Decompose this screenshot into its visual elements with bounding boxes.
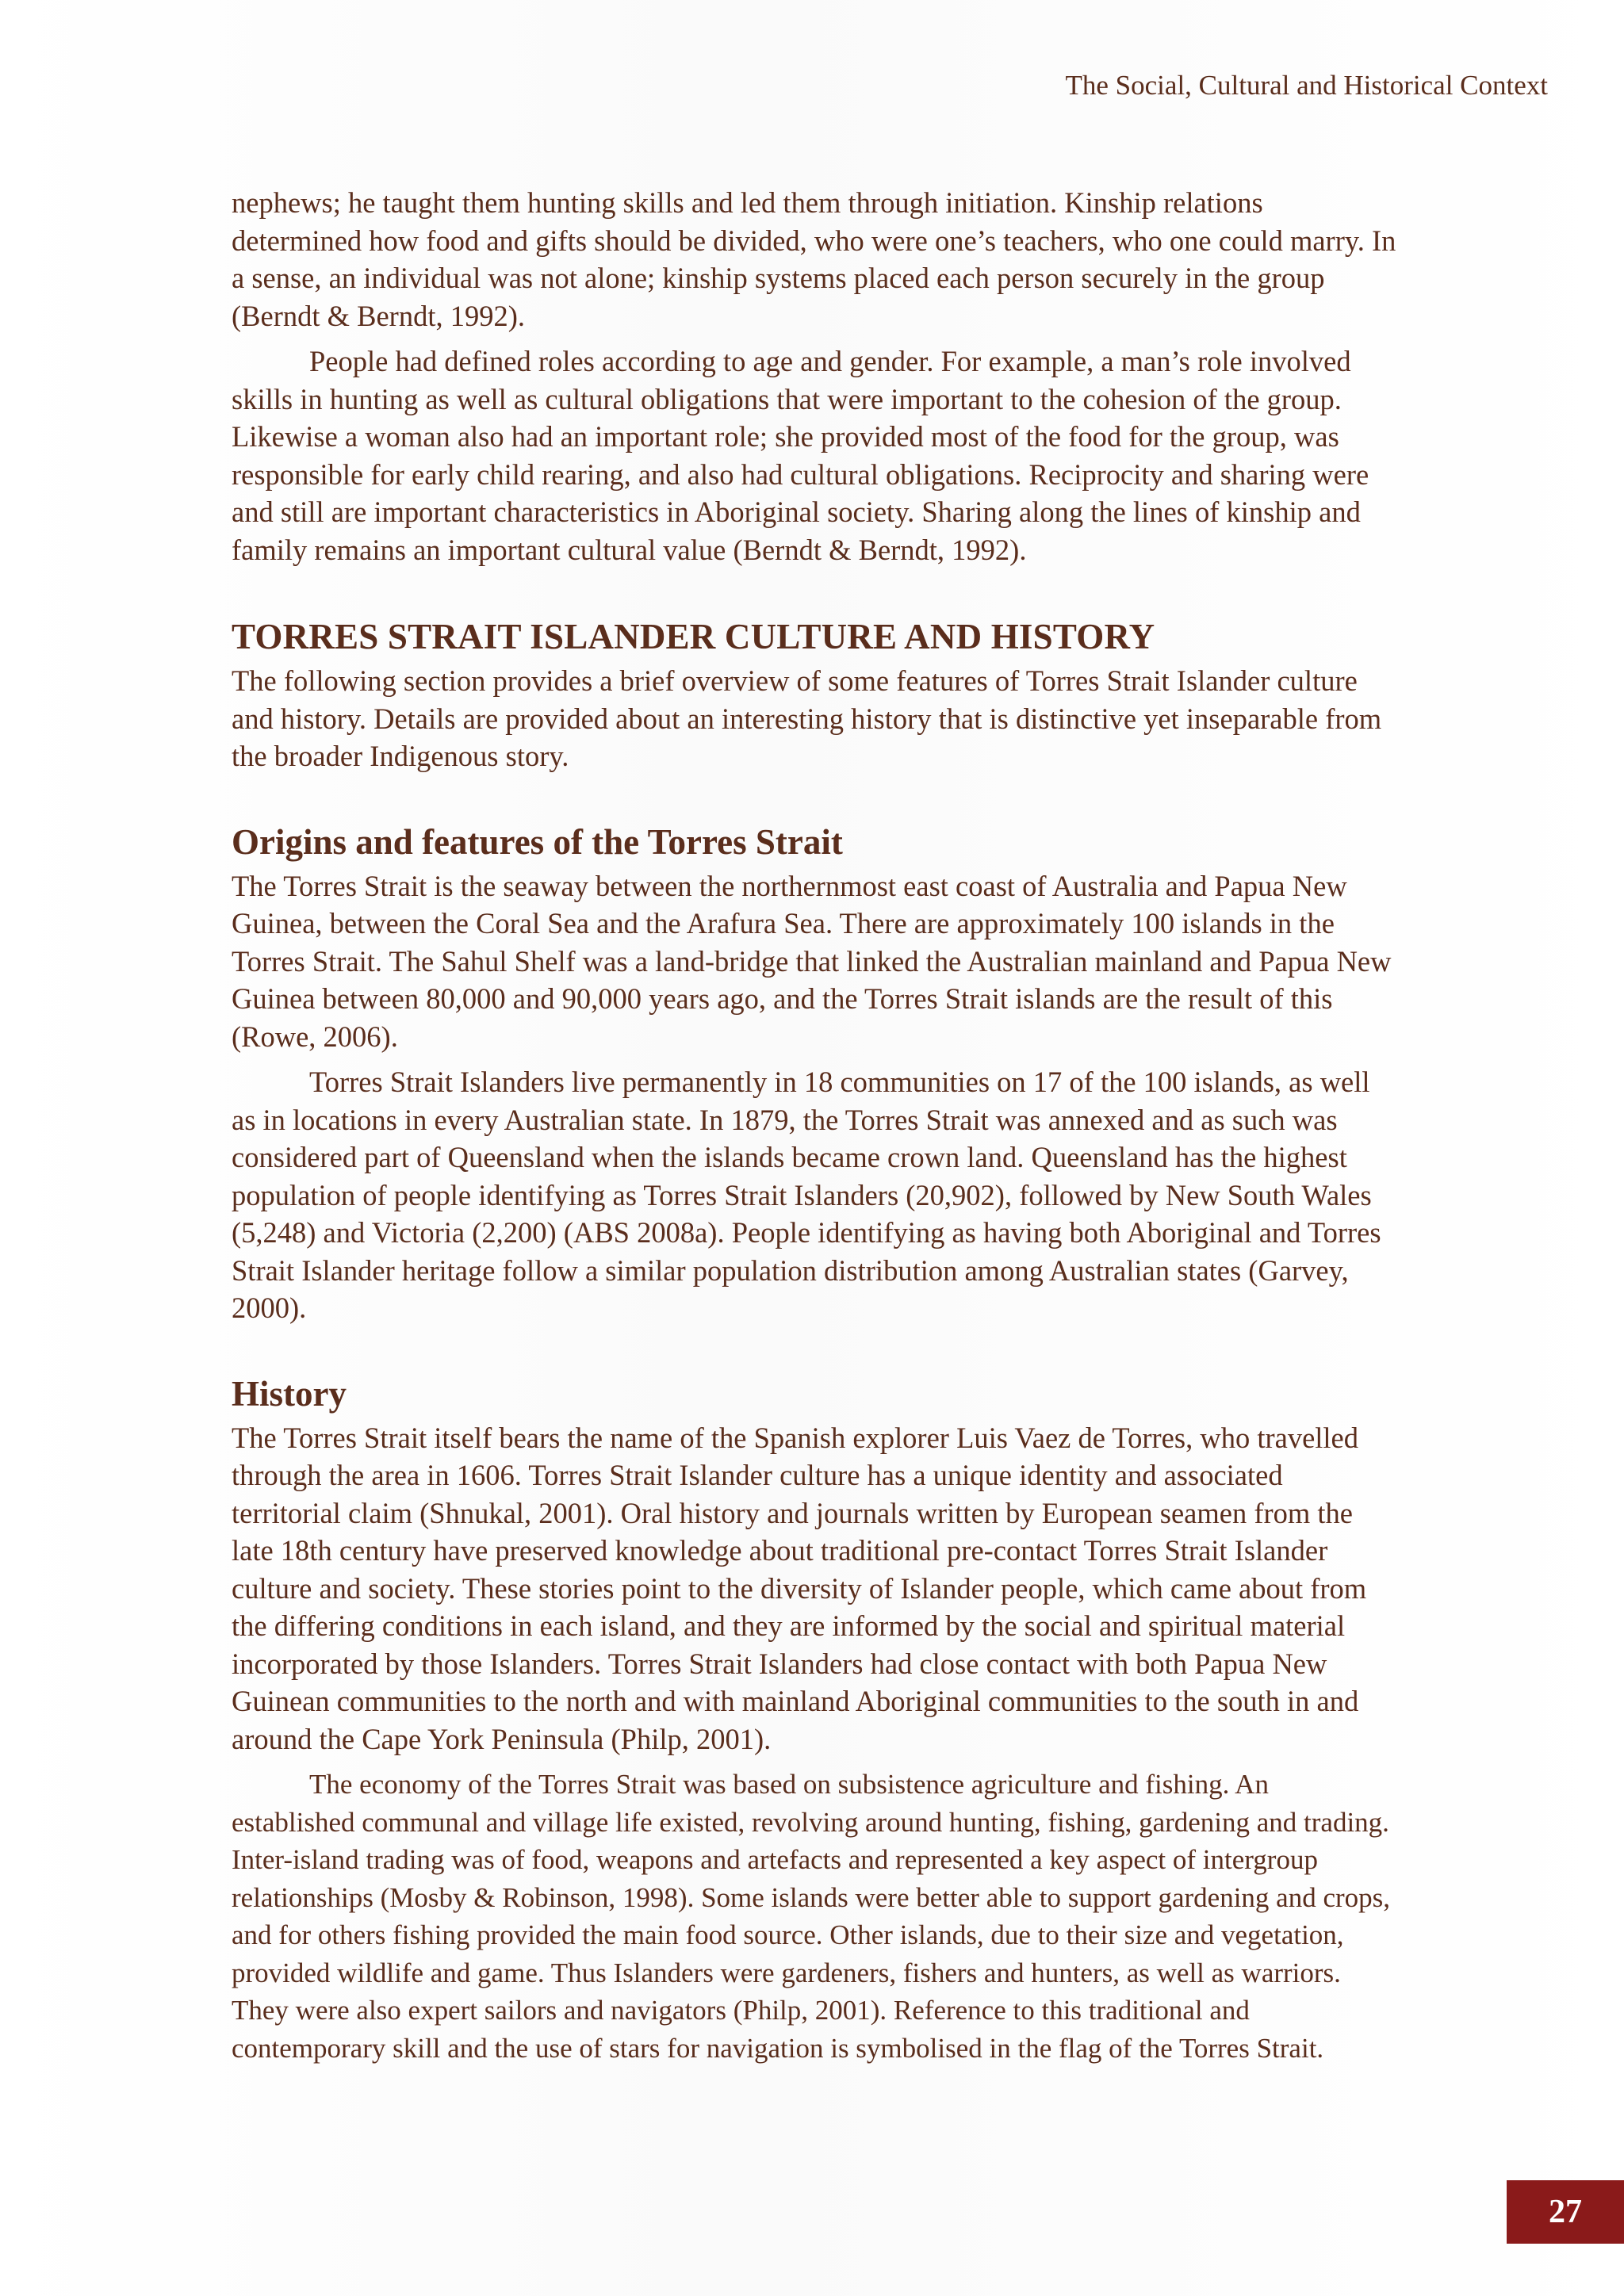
section-heading: TORRES STRAIT ISLANDER CULTURE AND HISTORY bbox=[232, 617, 1155, 656]
page-number: 27 bbox=[1549, 2194, 1582, 2230]
paragraph-seaway: The Torres Strait is the seaway between the northernmost east coast of Australia and Papua New Guinea, between the Coral Sea and the Arafura Sea. There are approximately 100 islands in the Torres Strait. The Sahul Shelf was a land-bridge that linked the Australian mainland and Papua New Guinea between 80,000 and 90,000 years ago, and the Torres Strait islands are the result of this (Rowe, 2006). bbox=[232, 869, 1392, 1053]
paragraph-overview: The following section provides a brief overview of some features of Torres Strait Islander culture and history. Details are provided about an interesting history that is distinctive yet inseparable from the broader Indigenous story. bbox=[232, 664, 1382, 772]
paragraph-kinship: nephews; he taught them hunting skills and led them through initiation. Kinship relations determined how food and gifts should be divided, who were one’s teachers, who one could marry. In a sense, an individual was not alone; kinship systems placed each person securely in the group (Berndt & Berndt, 1992). bbox=[232, 186, 1396, 332]
main-content bbox=[232, 184, 1397, 2067]
running-header: The Social, Cultural and Historical Context bbox=[1065, 70, 1548, 101]
paragraph-history: The Torres Strait itself bears the name of the Spanish explorer Luis Vaez de Torres, who travelled through the area in 1606. Torres Strait Islander culture has a unique identity and associated territorial claim (Shnukal, 2001). Oral history and journals written by European seamen from the late 18th century have preserved knowledge about traditional pre-contact Torres Strait Islander culture and society. These stories point to the diversity of Islander people, which came about from the differing conditions in each island, and they are informed by the social and spiritual material incorporated by those Islanders. Torres Strait Islanders had close contact with both Papua New Guinean communities to the north and with mainland Aboriginal communities to the south in and around the Cape York Peninsula (Philp, 2001). bbox=[232, 1421, 1367, 1755]
paragraph-economy: The economy of the Torres Strait was based on subsistence agriculture and fishing. An established communal and village life existed, revolving around hunting, fishing, gardening and trading. Inter-island trading was of food, weapons and artefacts and represented a key aspect of intergroup relationships (Mosby & Robinson, 1998). Some islands were better able to support gardening and crops, and for others fishing provided the main food source. Other islands, due to their size and vegetation, provided wildlife and game. Thus Islanders were gardeners, fishers and hunters, as well as warriors. They were also expert sailors and navigators (Philp, 2001). Reference to this traditional and contemporary skill and the use of stars for navigation is symbolised in the flag of the Torres Strait. bbox=[232, 1769, 1391, 2064]
subheading-history: History bbox=[232, 1373, 347, 1414]
subheading-origins: Origins and features of the Torres Strait bbox=[232, 821, 843, 862]
paragraph-roles: People had defined roles according to age and gender. For example, a man’s role involved skills in hunting as well as cultural obligations that were important to the cohesion of the group. Likewise a woman also had an important role; she provided most of the food for the group, was responsible for early child rearing, and also had cultural obligations. Reciprocity and sharing were and still are important characteristics in Aboriginal society. Sharing along the lines of kinship and family remains an important cultural value (Berndt & Berndt, 1992). bbox=[232, 345, 1369, 566]
paragraph-communities: Torres Strait Islanders live permanently in 18 communities on 17 of the 100 islands, as well as in locations in every Australian state. In 1879, the Torres Strait was annexed and as such was considered part of Queensland when the islands became crown land. Queensland has the highest population of people identifying as Torres Strait Islanders (20,902), followed by New South Wales (5,248) and Victoria (2,200) (ABS 2008a). People identifying as having both Aboriginal and Torres Strait Islander heritage follow a similar population distribution among Australian states (Garvey, 2000). bbox=[232, 1066, 1381, 1324]
page-number-badge bbox=[1507, 2180, 1624, 2244]
